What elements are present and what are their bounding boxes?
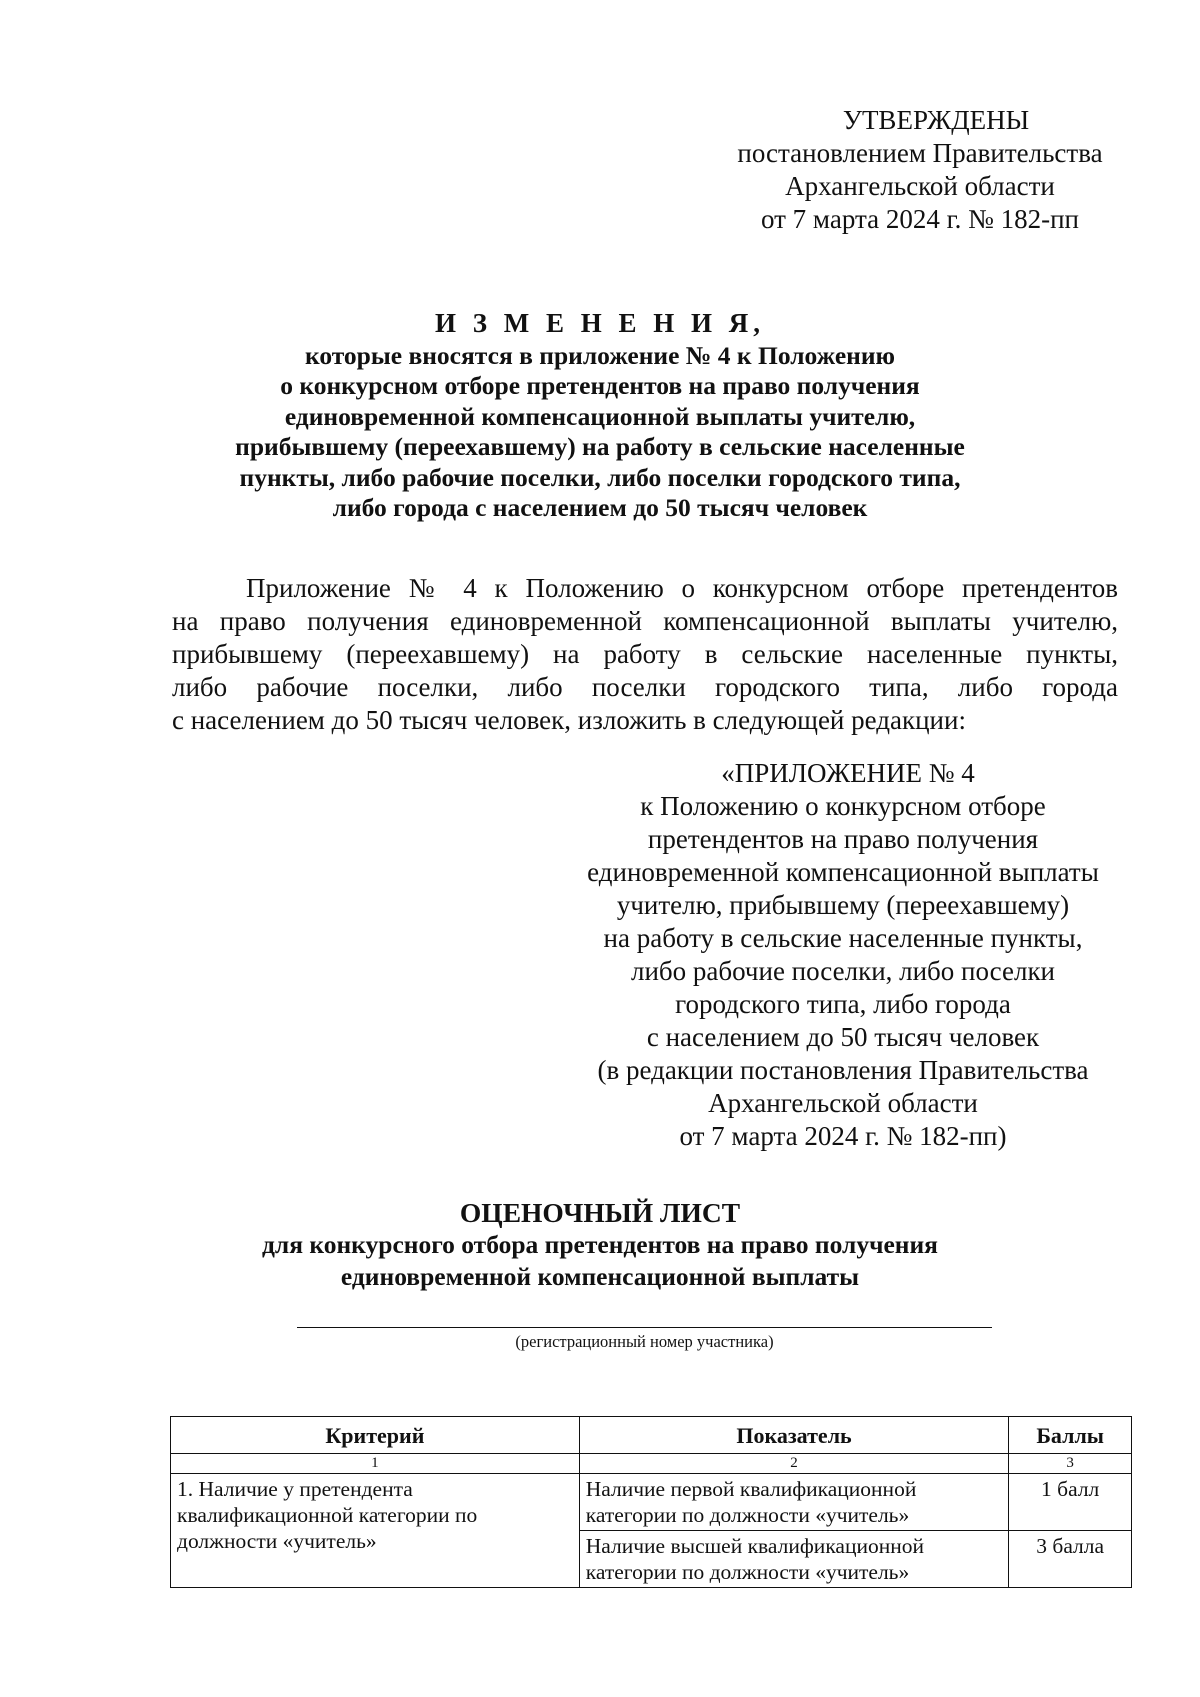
appendix-line: городского типа, либо города [675,989,1011,1019]
paragraph-line: прибывшему (переехавшему) на работу в сельские населенные пункты, [172,639,1118,669]
paragraph-line: Приложение № 4 к Положению о конкурсном отборе претендентов [246,573,1118,603]
paragraph-line: либо рабочие поселки, либо поселки городского типа, либо города [172,672,1118,702]
approval-line-2: постановлением Правительства [737,138,1103,168]
title-line: единовременной компенсационной выплаты учителю, [284,401,916,431]
appendix-line: Архангельской области [708,1088,978,1118]
criterion-cell: 1. Наличие у претендента квалификационной категории по должности «учитель» [171,1474,580,1588]
column-number-row [171,1454,1132,1474]
paragraph-line: с населением до 50 тысяч человек, изложить в следующей редакции: [172,705,966,735]
registration-number-caption: (регистрационный номер участника) [515,1332,774,1351]
appendix-line: учителю, прибывшему (переехавшему) [616,890,1070,920]
header-points: Баллы [1009,1417,1132,1454]
changes-heading: И З М Е Н Е Н И Я, [434,308,765,338]
points-cell: 1 балл [1009,1474,1132,1531]
appendix-line: единовременной компенсационной выплаты [587,857,1099,887]
title-line: о конкурсном отборе претендентов на право получения [280,371,920,400]
appendix-line: (в редакции постановления Правительства [597,1055,1089,1085]
column-number: 1 [171,1454,580,1474]
criteria-table [170,1416,1132,1588]
appendix-line: на работу в сельские населенные пункты, [603,923,1083,953]
approval-line-3: Архангельской области [785,171,1055,201]
appendix-line: либо рабочие поселки, либо поселки [630,956,1056,986]
appendix-line: претендентов на право получения [647,824,1039,854]
appendix-line: «ПРИЛОЖЕНИЕ № 4 [721,758,975,788]
title-line: прибывшему (переехавшему) на работу в сельские населенные [235,432,965,461]
approval-line-1: УТВЕРЖДЕНЫ [842,105,1030,135]
header-criterion: Критерий [171,1417,580,1454]
header-indicator: Показатель [579,1417,1009,1454]
indicator-cell: Наличие первой квалификационной категории по должности «учитель» [579,1474,1009,1531]
appendix-header [570,757,1116,1153]
evaluation-sheet-title [160,1196,1040,1293]
sheet-subtitle-2: единовременной компенсационной выплаты [340,1262,860,1291]
sheet-heading: ОЦЕНОЧНЫЙ ЛИСТ [459,1197,741,1228]
changes-title [160,308,1040,524]
appendix-line: с населением до 50 тысяч человек [646,1022,1040,1052]
approval-line-4: от 7 марта 2024 г. № 182-пп [760,204,1079,234]
column-number: 2 [579,1454,1009,1474]
registration-number-line [297,1327,992,1328]
indicator-cell: Наличие высшей квалификационной категории по должности «учитель» [579,1531,1009,1588]
paragraph-line: на право получения единовременной компенсационной выплаты учителю, [172,606,1118,636]
approval-stamp [700,104,1140,236]
points-cell: 3 балла [1009,1531,1132,1588]
table-header-row [171,1417,1132,1454]
appendix-line: к Положению о конкурсном отборе [640,791,1046,821]
table-row [171,1474,1132,1531]
title-line: которые вносятся в приложение № 4 к Положению [304,340,896,370]
title-line: пункты, либо рабочие поселки, либо поселки городского типа, [239,462,961,492]
body-paragraph [172,572,1118,737]
sheet-subtitle-1: для конкурсного отбора претендентов на право получения [262,1230,938,1259]
appendix-line: от 7 марта 2024 г. № 182-пп) [679,1121,1007,1151]
column-number: 3 [1009,1454,1132,1474]
title-line: либо города с населением до 50 тысяч человек [332,493,868,522]
